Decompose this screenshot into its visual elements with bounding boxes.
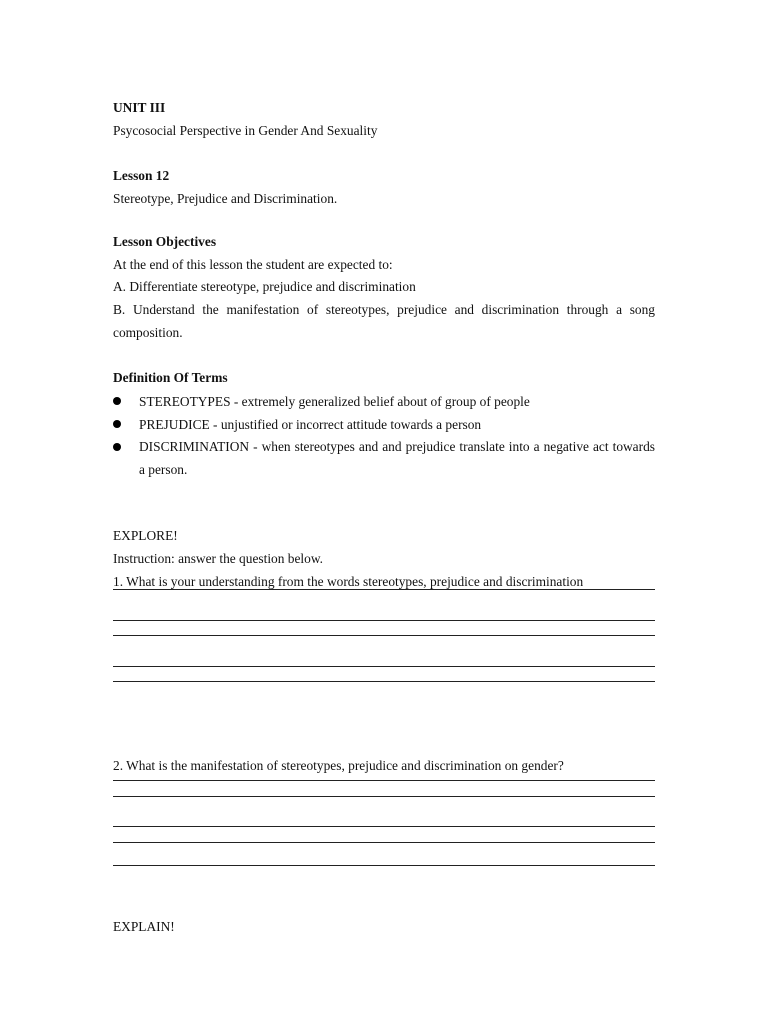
question-1: 1. What is your understanding from the words stereotypes, prejudice and discrimination <box>113 574 584 589</box>
answer-line[interactable] <box>113 842 655 843</box>
answer-line[interactable] <box>113 666 655 667</box>
explain-heading: EXPLAIN! <box>113 919 175 934</box>
objectives-intro: At the end of this lesson the student are expected to: <box>113 257 393 272</box>
lesson-number: Lesson 12 <box>113 168 170 183</box>
objective-item-b: B. Understand the manifestation of stereotypes, prejudice and discrimination through a song composition. <box>113 302 655 340</box>
unit-subtitle: Psycosocial Perspective in Gender And Sexuality <box>113 123 378 138</box>
definition-prejudice: PREJUDICE - unjustified or incorrect attitude towards a person <box>139 417 482 432</box>
question-2: 2. What is the manifestation of stereotypes, prejudice and discrimination on gender? <box>113 758 564 773</box>
bullet-icon <box>113 397 121 405</box>
answer-line[interactable] <box>113 780 655 781</box>
lesson-title: Stereotype, Prejudice and Discrimination. <box>113 191 338 206</box>
explore-heading: EXPLORE! <box>113 528 178 543</box>
definitions-heading: Definition Of Terms <box>113 370 228 385</box>
definition-discrimination: DISCRIMINATION - when stereotypes and and prejudice translate into a negative act towards a person. <box>139 439 655 477</box>
explore-instruction: Instruction: answer the question below. <box>113 551 323 566</box>
answer-line[interactable] <box>113 681 655 682</box>
answer-line[interactable] <box>113 865 655 866</box>
objectives-heading: Lesson Objectives <box>113 234 217 249</box>
unit-title: UNIT III <box>113 100 166 115</box>
objective-item-a: A. Differentiate stereotype, prejudice and discrimination <box>113 279 416 294</box>
answer-line[interactable] <box>113 620 655 621</box>
answer-line[interactable] <box>113 826 655 827</box>
answer-line[interactable] <box>113 796 655 797</box>
answer-line[interactable] <box>113 589 655 590</box>
answer-line[interactable] <box>113 635 655 636</box>
bullet-icon <box>113 443 121 451</box>
bullet-icon <box>113 420 121 428</box>
definition-stereotypes: STEREOTYPES - extremely generalized belief about of group of people <box>139 394 530 409</box>
